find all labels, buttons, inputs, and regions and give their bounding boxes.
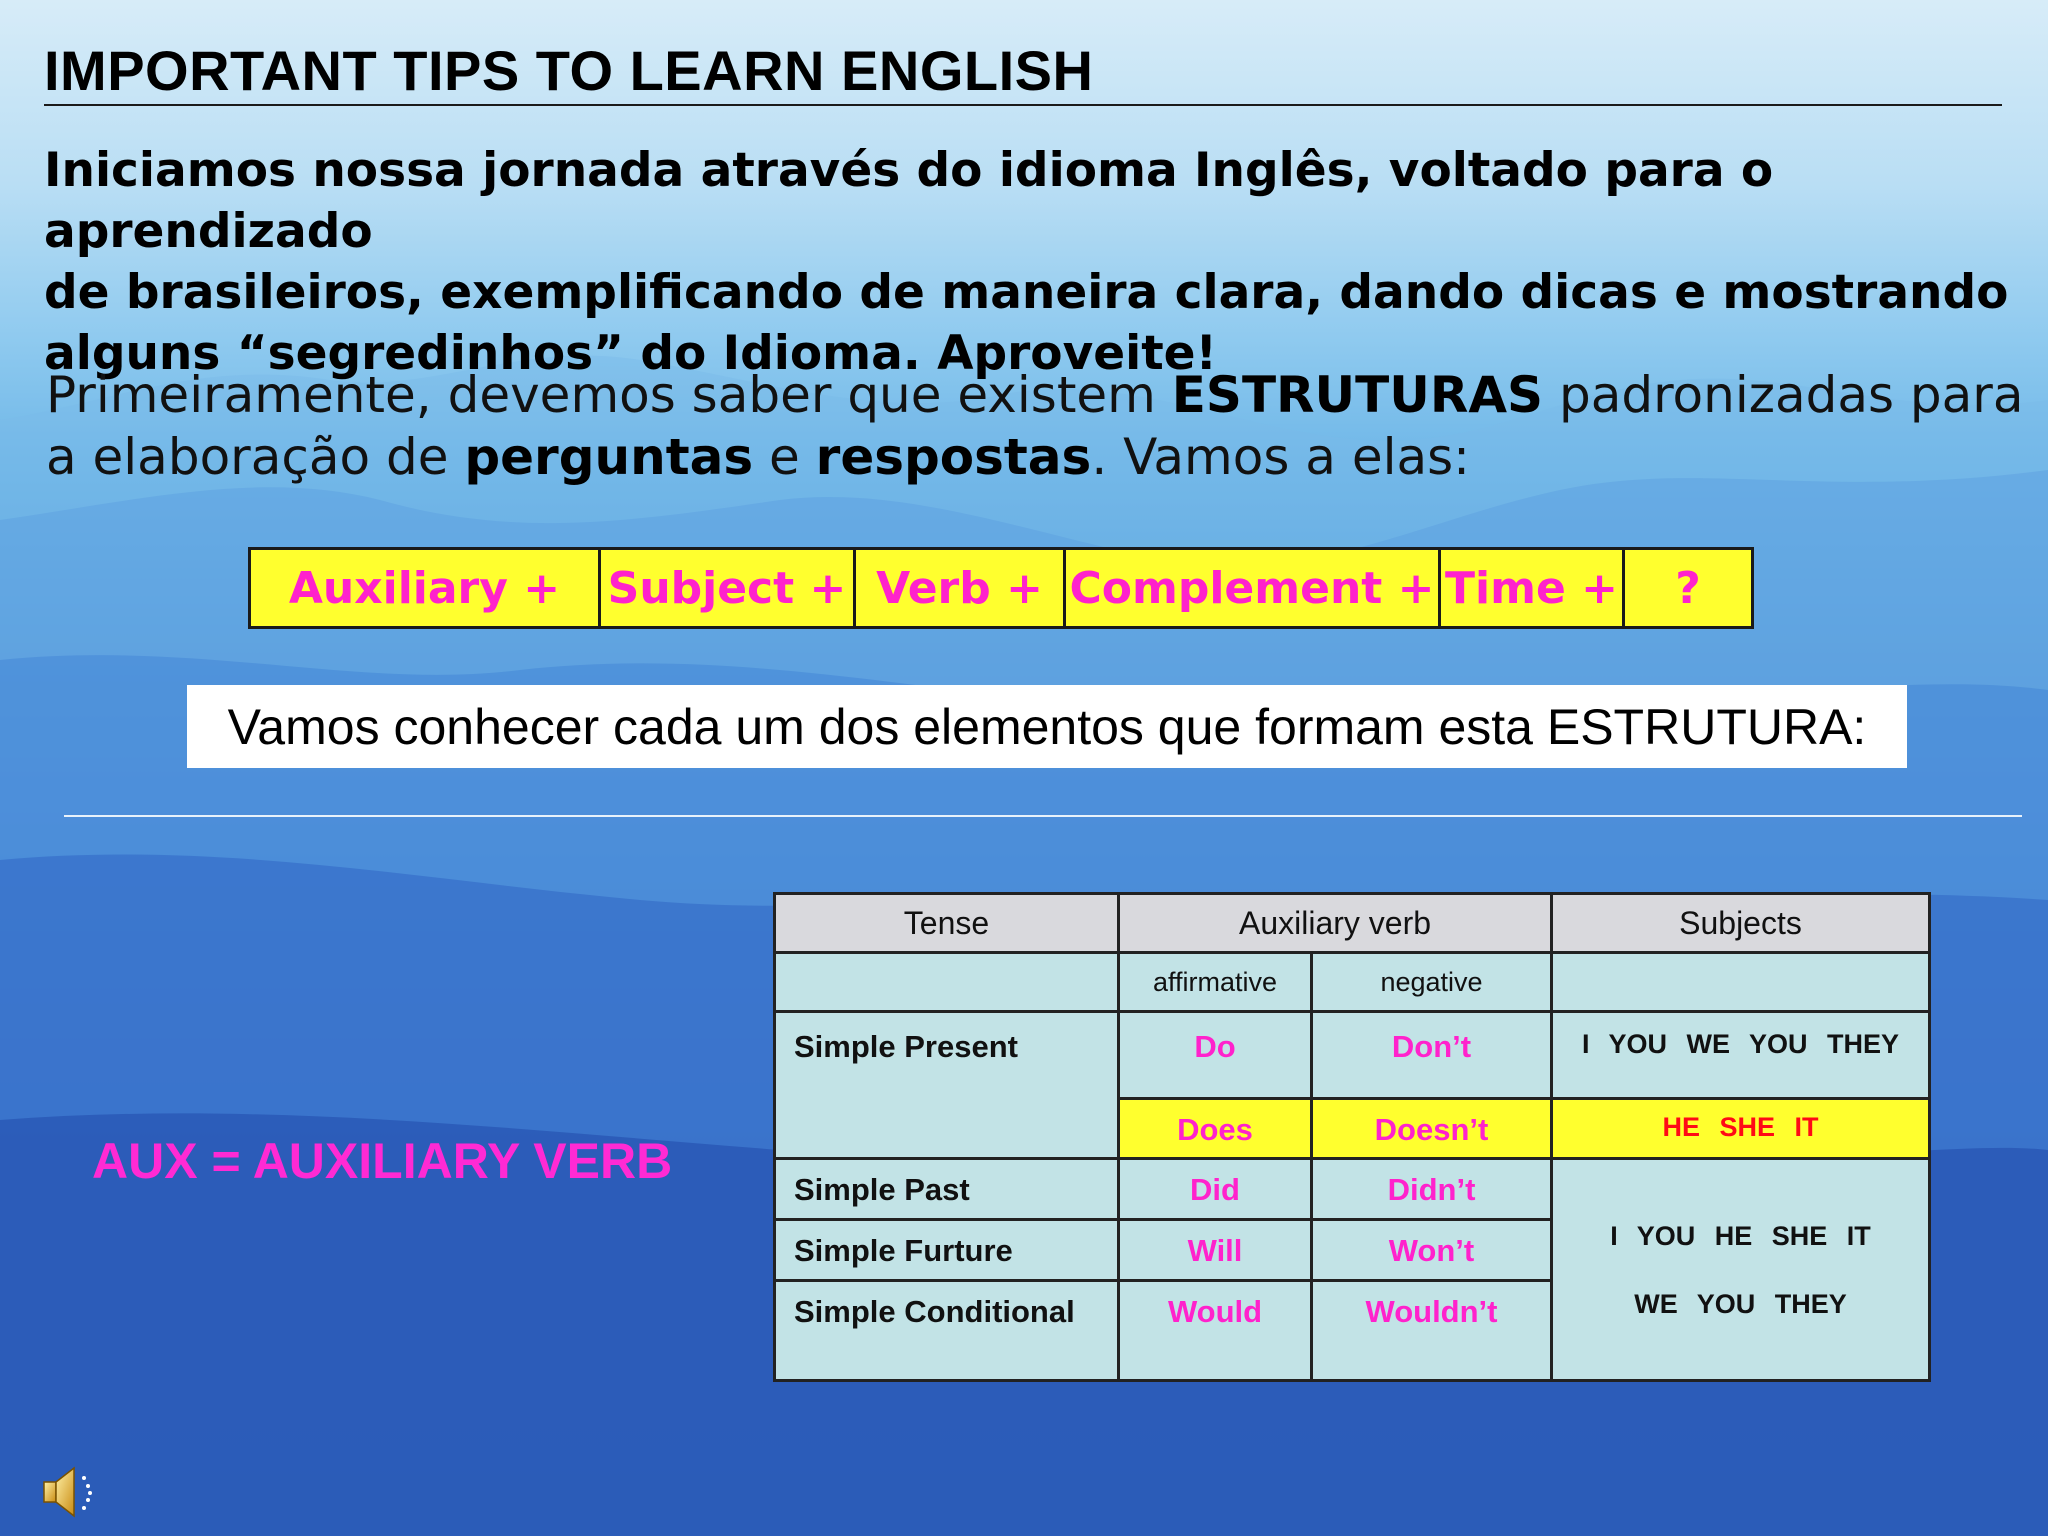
structure-keyword: perguntas: [464, 428, 754, 486]
header-auxiliary-verb: Auxiliary verb: [1119, 894, 1552, 953]
intro-line: alguns “segredinhos” do Idioma. Aproveite!: [44, 326, 1217, 381]
structure-text-part: e: [753, 428, 816, 486]
affirmative-cell: Would: [1119, 1281, 1312, 1381]
slide-title: IMPORTANT TIPS TO LEARN ENGLISH: [44, 39, 1094, 102]
structure-paragraph: [46, 364, 2026, 488]
intro-paragraph: [44, 140, 2024, 384]
shared-subjects-cell: [1552, 1159, 1930, 1381]
intro-line: de brasileiros, exemplificando de maneira clara, dando dicas e mostrando: [44, 265, 2009, 320]
formula-time: Time +: [1441, 550, 1625, 626]
negative-cell: Won’t: [1312, 1220, 1552, 1281]
table-subheader-row: [775, 953, 1930, 1012]
formula-complement: Complement +: [1066, 550, 1441, 626]
structure-text-part: Primeiramente, devemos saber que existem: [46, 366, 1172, 424]
tense-cell: Simple Furture: [775, 1220, 1119, 1281]
table-row: [775, 1159, 1930, 1220]
section-divider: [64, 815, 2022, 817]
tense-cell: Simple Past: [775, 1159, 1119, 1220]
structure-text-part: padronizadas para a elaboração de: [46, 366, 2024, 486]
negative-cell: Didn’t: [1312, 1159, 1552, 1220]
structure-text-part: . Vamos a elas:: [1091, 428, 1471, 486]
subjects-cell-highlighted: HE SHE IT: [1552, 1099, 1930, 1159]
formula-question-mark: ?: [1675, 562, 1701, 614]
structure-formula: [248, 547, 1754, 629]
affirmative-cell: Do: [1119, 1012, 1312, 1099]
subjects-cell: I YOU WE YOU THEY: [1552, 1012, 1930, 1099]
speaker-icon[interactable]: [40, 1462, 104, 1522]
title-underline: [44, 104, 2002, 106]
subheader-empty: [775, 953, 1119, 1012]
subheader-empty: [1552, 953, 1930, 1012]
aux-definition: AUX = AUXILIARY VERB: [92, 1133, 673, 1189]
subheader-negative: negative: [1312, 953, 1552, 1012]
negative-cell: Don’t: [1312, 1012, 1552, 1099]
header-subjects: Subjects: [1552, 894, 1930, 953]
table-row: [775, 1012, 1930, 1099]
tense-cell: Simple Conditional: [775, 1281, 1119, 1381]
header-tense: Tense: [775, 894, 1119, 953]
auxiliary-verb-table: [773, 892, 1931, 1382]
subjects-line: WE YOU THEY: [1634, 1288, 1847, 1319]
subjects-line: I YOU HE SHE IT: [1610, 1220, 1871, 1251]
table-header-row: [775, 894, 1930, 953]
negative-cell: Wouldn’t: [1312, 1281, 1552, 1381]
affirmative-cell: Will: [1119, 1220, 1312, 1281]
subheader-affirmative: affirmative: [1119, 953, 1312, 1012]
structure-keyword: respostas: [815, 428, 1092, 486]
intro-line: Iniciamos nossa jornada através do idioma Inglês, voltado para o aprendizado: [44, 143, 1774, 259]
affirmative-cell: Does: [1119, 1099, 1312, 1159]
formula-subject: Subject +: [601, 550, 856, 626]
negative-cell: Doesn’t: [1312, 1099, 1552, 1159]
tense-cell: Simple Present: [775, 1012, 1119, 1159]
affirmative-cell: Did: [1119, 1159, 1312, 1220]
structure-intro-box: Vamos conhecer cada um dos elementos que formam esta ESTRUTURA:: [187, 685, 1907, 768]
formula-verb: Verb +: [856, 550, 1066, 626]
formula-auxiliary: Auxiliary +: [251, 550, 601, 626]
structure-keyword: ESTRUTURAS: [1171, 366, 1544, 424]
